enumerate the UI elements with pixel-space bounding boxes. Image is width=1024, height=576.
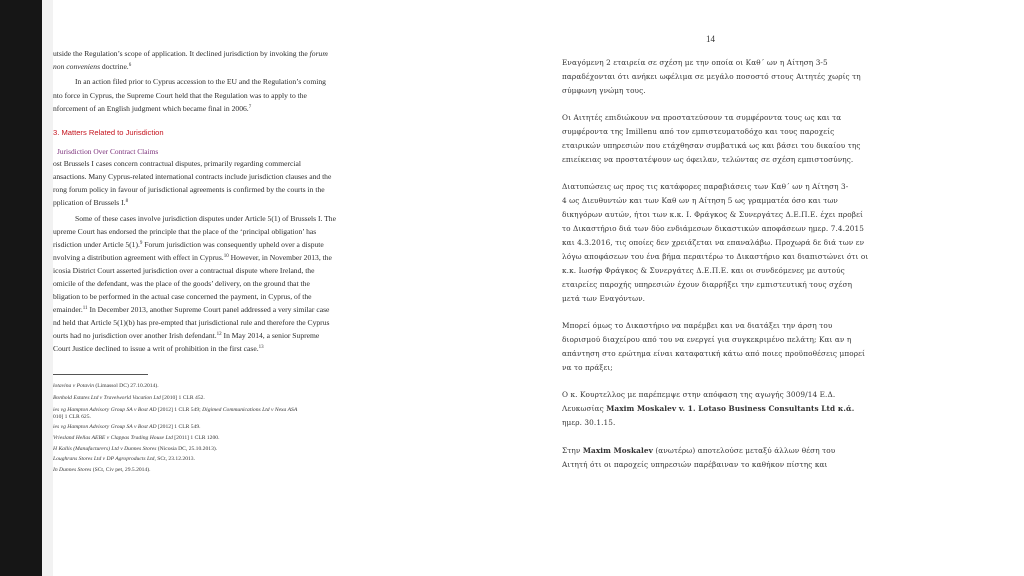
body-line <box>562 58 828 67</box>
bold-text: Maxim Moskalev <box>582 446 653 455</box>
footnote-marker: 13 <box>258 345 264 350</box>
text-run: (Limassol DC) 27.10.2014). <box>94 383 159 389</box>
text-run: bligation to be performed in the actual case concerned the payment, in Cyprus, of the <box>53 292 312 301</box>
left-dark-strip <box>0 0 42 576</box>
text-run: Λευκωσίας <box>562 404 607 413</box>
body-line <box>562 446 835 455</box>
footnote <box>53 414 91 421</box>
text-run: Μπορεί όμως το Δικαστήριο να παρέμβει και να διατάξει την άρση του <box>562 321 833 330</box>
text-run: Ο κ. Κουρτελλος με παρέπεμψε στην απόφαση της αγωγής 3009/14 Ε.Δ. <box>562 390 836 399</box>
text-run: Οι Αιτητές επιδιώκουν να προστατεύσουν τα συμφέροντα τους ως και τα <box>562 113 842 122</box>
footnote <box>53 435 219 442</box>
text-run: In December 2013, another Supreme Court panel addressed a very similar case <box>87 305 330 314</box>
body-line <box>53 266 314 276</box>
text-run: Court Justice declined to issue a writ of prohibition in the first case. <box>53 344 259 353</box>
body-line <box>562 460 827 469</box>
body-line <box>562 86 646 95</box>
italic-text: ies vg Hampton Advisory Group SA v Bost AD <box>53 407 157 413</box>
footnote <box>53 383 159 390</box>
text-run: Αιτητή ότι οι παροχείς υπηρεσιών παρέβαιναν το καθήκον πίστης και <box>562 460 828 469</box>
bold-text: Maxim Moskalev v. 1. Lotaso Business Consultants Ltd κ.ά. <box>606 404 855 413</box>
text-run: , SCt, 23.12.2013. <box>154 456 195 462</box>
footnote-rule <box>53 374 148 375</box>
footnote <box>53 424 201 431</box>
text-run: και 4.3.2016, τις οποίες δεν χρειάζεται να επαναλάβω. Προχωρά δε διά των εν <box>562 238 865 247</box>
body-line <box>53 62 131 72</box>
text-run: upreme Court has endorsed the principle that the place of the ‘principal obligation’ has <box>53 227 317 236</box>
body-line <box>53 91 307 101</box>
italic-text: Loughrans Stores Ltd v DP Agroproducts Ltd <box>53 456 155 462</box>
body-line <box>562 72 861 81</box>
body-line <box>562 390 835 399</box>
text-run: ημερ. 30.1.15. <box>562 418 616 427</box>
body-line <box>53 305 329 315</box>
text-run: [2011] 1 CLR 1200. <box>172 435 220 441</box>
italic-text: Vriesland Hellas AEBE v Clappas Trading House Ltd <box>53 435 173 441</box>
footnote-marker: 8 <box>125 199 129 204</box>
body-line <box>562 363 613 372</box>
footnote-marker: 11 <box>82 306 88 311</box>
text-run: ourts had no jurisdiction over another Irish defendant. <box>53 331 217 340</box>
text-run: ansactions. Many Cyprus-related international contracts include jurisdiction clauses and the <box>53 172 332 181</box>
text-run: εταιρικών υπηρεσιών που ετάχθησαν συμβατικά ως και βάσει του δικαίου της <box>562 141 861 150</box>
text-run: Εναγόμενη 2 εταιρεία σε σχέση με την οποία οι Καθ΄ ων η Αίτηση 3-5 <box>562 58 828 67</box>
body-line <box>53 159 301 169</box>
right-page <box>540 0 870 576</box>
text-run: συμφέροντα της Imillenu από τον εμπιστευματοδόχο και τους παροχείς <box>562 127 835 136</box>
footnote <box>53 407 297 414</box>
text-run: μετά των Εναγόντων. <box>562 294 646 303</box>
body-line <box>562 252 868 261</box>
text-run: σύμφωνη γνώμη τους. <box>562 86 646 95</box>
body-line <box>53 279 310 289</box>
text-run: εταιρείες παροχής υπηρεσιών έχουν διαρρήξει την εμπιστευτική τους σχέση <box>562 280 853 289</box>
footnote-marker: 10 <box>223 254 229 259</box>
body-line <box>562 349 865 358</box>
text-run: Στην <box>562 446 583 455</box>
section-heading: 3. Matters Related to Jurisdiction <box>53 128 164 137</box>
text-run: [2012] 1 CLR 549. <box>156 424 201 430</box>
body-line <box>562 404 854 413</box>
italic-text: lotavina v Potavin <box>53 383 95 389</box>
body-line <box>53 240 324 250</box>
page-number: 14 <box>706 34 715 44</box>
body-line <box>562 196 838 205</box>
body-line <box>53 185 325 195</box>
body-line <box>562 238 864 247</box>
text-run: icosia District Court asserted jurisdiction over a contractual dispute where Ireland, the <box>53 266 315 275</box>
text-run: omicile of the defendant, was the place of the goods’ delivery, on the ground that the <box>53 279 310 288</box>
text-run: δικηγόρων αυτών, ήτοι των κ.κ. Ι. Φράγκος & Συνεργάτες Δ.Ε.Π.Ε. έχει προβεί <box>562 210 863 219</box>
text-run: Διατυπώσεις ως προς τις κατάφορες παραβιάσεις των Καθ΄ ων η Αίτηση 3- <box>562 182 849 191</box>
italic-text: non conveniens <box>53 62 101 71</box>
footnote-marker: 12 <box>216 332 222 337</box>
body-line <box>53 172 331 182</box>
body-line <box>53 227 316 237</box>
text-run: παραδέχονται ότι ανήκει ωφέλιμα σε μεγάλο ποσοστό στους Αιτητές χωρίς τη <box>562 72 861 81</box>
body-line <box>562 182 848 191</box>
text-run: (SCt, Civ pet, 29.5.2014). <box>91 467 151 473</box>
text-run: επιείκειας να προστατέψουν ως όφειλαν, τελώντας σε σχέση εμπιστοσύνης. <box>562 155 854 164</box>
text-run: 010] 1 CLR 625. <box>53 414 91 420</box>
body-line <box>562 266 845 275</box>
text-run: [2012] 1 CLR 549; <box>156 407 203 413</box>
body-line <box>53 292 312 302</box>
page-seam <box>42 0 53 576</box>
text-run: pplication of Brussels I. <box>53 198 126 207</box>
italic-text: H Kallis (Manufacturers) Ltd v Dunnes Stores <box>53 446 157 452</box>
text-run: απάντηση στο ερώτημα είναι καταφατική κάτω από ποιες προϋποθέσεις μπορεί <box>562 349 865 358</box>
section-subheading: Jurisdiction Over Contract Claims <box>57 147 159 156</box>
text-run: In May 2014, a senior Supreme <box>221 331 320 340</box>
body-line <box>562 155 853 164</box>
body-line <box>53 104 251 114</box>
body-line <box>562 224 864 233</box>
body-line <box>562 210 863 219</box>
text-run: κ.κ. Ιωσήφ Φράγκος & Συνεργάτες Δ.Ε.Π.Ε. και οι συνδεόμενες με αυτούς <box>562 266 845 275</box>
text-run: 4 ως Διευθυντών και των Καθ ων η Αίτηση 5 ως γραμματέα όσο και των <box>562 196 838 205</box>
italic-text: forum <box>309 49 328 58</box>
text-run: να το πράξει; <box>562 363 613 372</box>
text-run: utside the Regulation’s scope of application. It declined jurisdiction by invoking the <box>53 49 310 58</box>
text-run: ost Brussels I cases concern contractual disputes, primarily regarding commercial <box>53 159 301 168</box>
body-line <box>562 418 615 427</box>
text-run: emainder. <box>53 305 83 314</box>
text-run: το Δικαστήριο διά των δύο ενδιάμεσων δικαστικών αποφάσεων ημερ. 7.4.2015 <box>562 224 865 233</box>
text-run: Forum jurisdiction was consequently upheld over a dispute <box>142 240 324 249</box>
body-line <box>53 318 329 328</box>
body-line <box>562 280 852 289</box>
text-run: nvolving a distribution agreement with effect in Cyprus. <box>53 253 224 262</box>
footnote <box>53 467 151 474</box>
footnote-marker: 6 <box>128 63 132 68</box>
italic-text: Digimed Communications Ltd v Nexa ASA <box>202 407 298 413</box>
text-run: nd held that Article 5(1)(b) has pre-empted that jurisdictional rule and therefore the Cyprus <box>53 318 330 327</box>
text-run: In an action filed prior to Cyprus accession to the EU and the Regulation’s coming <box>75 77 326 86</box>
text-run: (ανωτέρω) αποτελούσε μεταξύ άλλων θέση του <box>652 446 836 455</box>
body-line <box>75 77 326 87</box>
body-line <box>562 141 861 150</box>
text-run: However, in November 2013, the <box>228 253 332 262</box>
text-run: rong forum policy in favour of jurisdictional agreements is confirmed by the courts in the <box>53 185 325 194</box>
footnote <box>53 446 217 453</box>
body-line <box>562 335 851 344</box>
italic-text: ies vg Hampton Advisory Group SA v Bost AD <box>53 424 157 430</box>
text-run: (Nicosia DC, 25.10.2013). <box>156 446 218 452</box>
footnote-marker: 9 <box>139 241 143 246</box>
body-line <box>562 294 645 303</box>
italic-text: In Dunnes Stores <box>53 467 92 473</box>
body-line <box>53 331 319 341</box>
body-line <box>562 321 832 330</box>
body-line <box>53 49 328 59</box>
footnote <box>53 395 205 402</box>
text-run: Some of these cases involve jurisdiction disputes under Article 5(1) of Brussels I. The <box>75 214 336 223</box>
body-line <box>53 198 128 208</box>
text-run: διορισμού διαχείρου από του να ενεργεί για συγκεκριμένο πελάτη; Και αν η <box>562 335 852 344</box>
left-page <box>53 0 380 576</box>
text-run: nforcement of an English judgment which became final in 2006. <box>53 104 249 113</box>
body-line <box>75 214 336 224</box>
text-run: λόγω αποφάσεων του ένα βήμα περαιτέρω το Δικαστήριο και διαπιστώνει ότι οι <box>562 252 869 261</box>
body-line <box>53 253 332 263</box>
footnote <box>53 456 195 463</box>
footnote-marker: 7 <box>248 105 252 110</box>
text-run: nto force in Cyprus, the Supreme Court held that the Regulation was to apply to the <box>53 91 307 100</box>
italic-text: Bonhold Estates Ltd v Travelworld Vacation Ltd <box>53 395 161 401</box>
text-run: risdiction under Article 5(1). <box>53 240 140 249</box>
body-line <box>53 344 264 354</box>
body-line <box>562 113 841 122</box>
text-run: doctrine. <box>100 62 129 71</box>
text-run: [2010] 1 CLR 452. <box>160 395 205 401</box>
body-line <box>562 127 834 136</box>
